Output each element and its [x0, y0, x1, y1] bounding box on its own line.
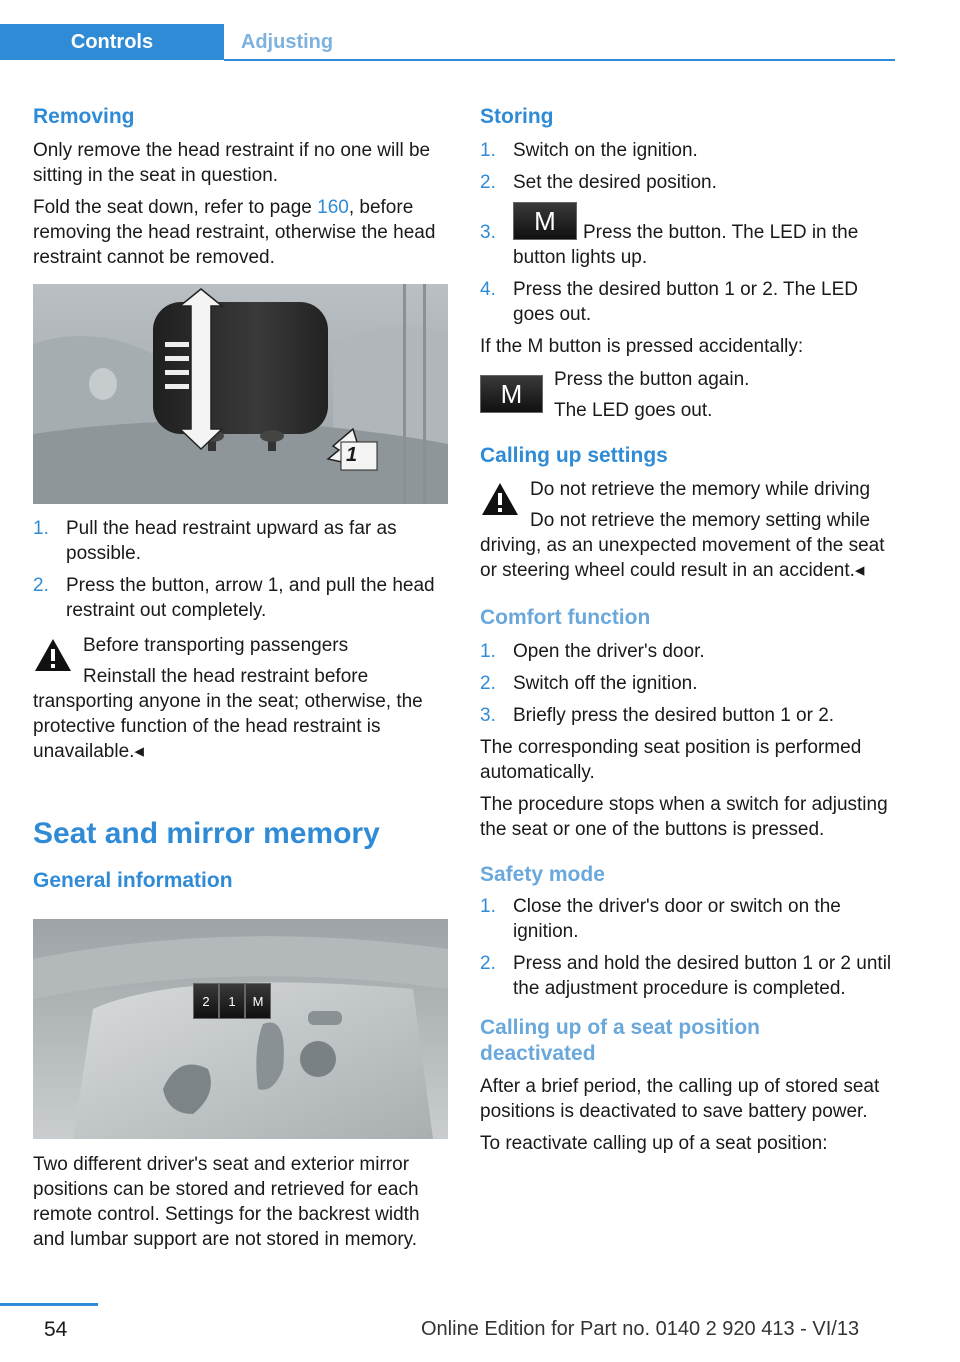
memory-button-1[interactable]: 1: [219, 983, 245, 1019]
list-item: 3. M Press the button. The LED in the button lights up.: [480, 202, 896, 270]
general-heading: General information: [33, 869, 233, 892]
removing-heading: Removing: [33, 105, 135, 128]
photo-callout-label: 1: [346, 444, 358, 466]
list-item: 1. Open the driver's door.: [480, 641, 705, 662]
comfort-heading: Comfort function: [480, 606, 651, 629]
seat-controls-photo: [33, 919, 448, 1139]
storing-heading: Storing: [480, 105, 554, 128]
left-column: [33, 100, 449, 270]
deactivated-paragraph-2: To reactivate calling up of a seat position:: [480, 1133, 828, 1154]
warning-title: Do not retrieve the memory while driving: [530, 479, 871, 500]
page-number: 54: [44, 1318, 68, 1341]
warning-icon: [33, 637, 73, 673]
warning-title: Before transporting passengers: [83, 635, 349, 656]
list-item: 2. Press and hold the desired button 1 or 2 until the adjustment procedure is completed.: [480, 953, 892, 999]
removing-text-before: Fold the seat down, refer to page: [33, 197, 318, 218]
list-item: 3. Briefly press the desired button 1 or 2.: [480, 705, 835, 726]
removing-paragraph-1: Only remove the head restraint if no one will be sitting in the seat in question.: [33, 140, 431, 186]
warning-transport: [33, 633, 449, 764]
comfort-paragraph-2: The procedure stops when a switch for adjusting the seat or one of the buttons is pressed.: [480, 794, 888, 840]
accidental-paragraph: If the M button is pressed accidentally:: [480, 336, 804, 357]
tab-controls[interactable]: Controls: [0, 24, 224, 60]
comfort-steps: [480, 639, 896, 728]
header-rule: [224, 59, 895, 61]
storing-steps: [480, 138, 896, 327]
list-item: 1. Close the driver's door or switch on the ignition.: [480, 896, 841, 942]
right-column: [480, 100, 896, 1156]
list-item: 1. Switch on the ignition.: [480, 140, 698, 161]
accidental-line-1: Press the button again.: [554, 369, 750, 390]
footer-rule: [0, 1303, 98, 1306]
general-text-block: [33, 1152, 449, 1252]
left-column-lower: [33, 516, 449, 894]
accidental-line-2: The LED goes out.: [554, 400, 713, 421]
m-button-icon: M: [513, 202, 577, 240]
list-item: 1. Pull the head restraint upward as far as possible.: [33, 518, 397, 564]
removing-paragraph-2: [33, 195, 449, 270]
removing-steps: [33, 516, 449, 623]
deactivated-paragraph-1: After a brief period, the calling up of stored seat positions is deactivated to save battery power.: [480, 1076, 880, 1122]
edition-text: Online Edition for Part no. 0140 2 920 413 - VI/13: [421, 1318, 860, 1340]
warning-body: Do not retrieve the memory setting while driving, as an unexpected movement of the seat or steering wheel could result in an accident.◂: [480, 510, 885, 581]
m-button-icon: M: [480, 375, 543, 413]
list-item: 2. Set the desired position.: [480, 172, 717, 193]
list-item: 2. Switch off the ignition.: [480, 673, 698, 694]
memory-button-m[interactable]: M: [245, 983, 271, 1019]
tab-adjusting[interactable]: Adjusting: [240, 30, 334, 53]
section-heading: Seat and mirror memory: [33, 817, 380, 850]
removing-text-after: , before removing the head restraint, otherwise the head restraint cannot be removed.: [33, 197, 436, 268]
head-restraint-photo: [33, 284, 448, 504]
safety-heading: Safety mode: [480, 863, 605, 886]
list-item: 4. Press the desired button 1 or 2. The LED goes out.: [480, 279, 859, 325]
memory-button-2[interactable]: 2: [193, 983, 219, 1019]
safety-steps: [480, 894, 896, 1001]
accidental-block: [480, 367, 896, 431]
calling-heading: Calling up settings: [480, 444, 668, 467]
head-restraint-illustration: [33, 284, 448, 504]
comfort-paragraph-1: The corresponding seat position is performed automatically.: [480, 737, 862, 783]
warning-calling: [480, 477, 896, 583]
seat-controls-illustration: [33, 919, 448, 1139]
list-item: 2. Press the button, arrow 1, and pull the head restraint out completely.: [33, 575, 435, 621]
general-paragraph: Two different driver's seat and exterior mirror positions can be stored and retrieved for each remote control. Settings for the backrest width and lumbar support are not stored in memory.: [33, 1154, 420, 1250]
header-bar: [0, 24, 895, 62]
memory-buttons: [193, 983, 271, 1019]
warning-icon: [480, 481, 520, 517]
warning-body: Reinstall the head restraint before transporting anyone in the seat; otherwise, the protective function of the head restraint is unavailable.◂: [33, 666, 423, 762]
deactivated-heading: Calling up of a seat position deactivated: [480, 1016, 761, 1065]
page-reference-link[interactable]: 160: [317, 197, 349, 218]
